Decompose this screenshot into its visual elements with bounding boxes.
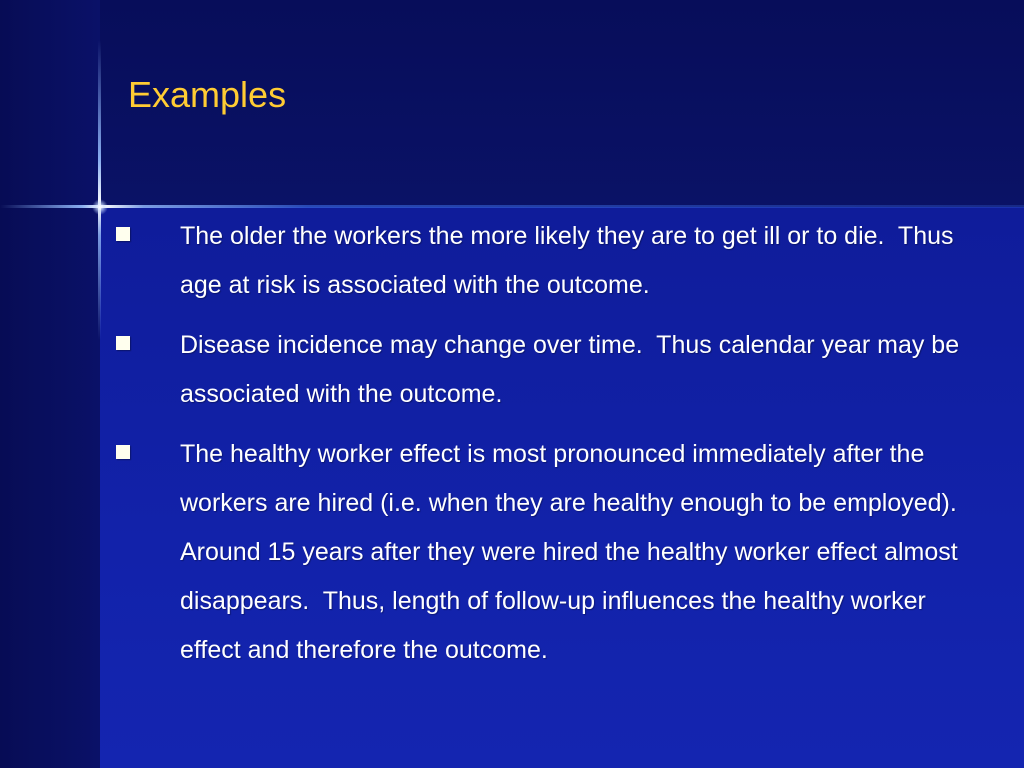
decorative-horizontal-light-line — [0, 205, 1024, 208]
bullet-text: The older the workers the more likely they are to get ill or to die. Thus age at risk is associated with the outcome. — [180, 222, 961, 299]
bullet-list — [110, 212, 990, 686]
bullet-text: Disease incidence may change over time. Thus calendar year may be associated with the outcome. — [180, 331, 967, 408]
decorative-vertical-light-line — [98, 40, 101, 340]
bullet-text: The healthy worker effect is most pronounced immediately after the workers are hired (i.e. when they are healthy enough to be employed). Around 15 years after they were hired the healthy worker effect almost disappears. Thus, length of follow-up influences the healthy worker effect and therefore the outcome. — [180, 440, 965, 664]
background-left-band — [0, 0, 100, 768]
square-bullet-icon — [116, 227, 130, 241]
square-bullet-icon — [116, 336, 130, 350]
bullet-item — [110, 321, 990, 419]
bullet-item — [110, 212, 990, 310]
square-bullet-icon — [116, 445, 130, 459]
slide-title: Examples — [128, 74, 287, 115]
bullet-item — [110, 430, 990, 675]
sparkle-icon — [92, 199, 108, 215]
